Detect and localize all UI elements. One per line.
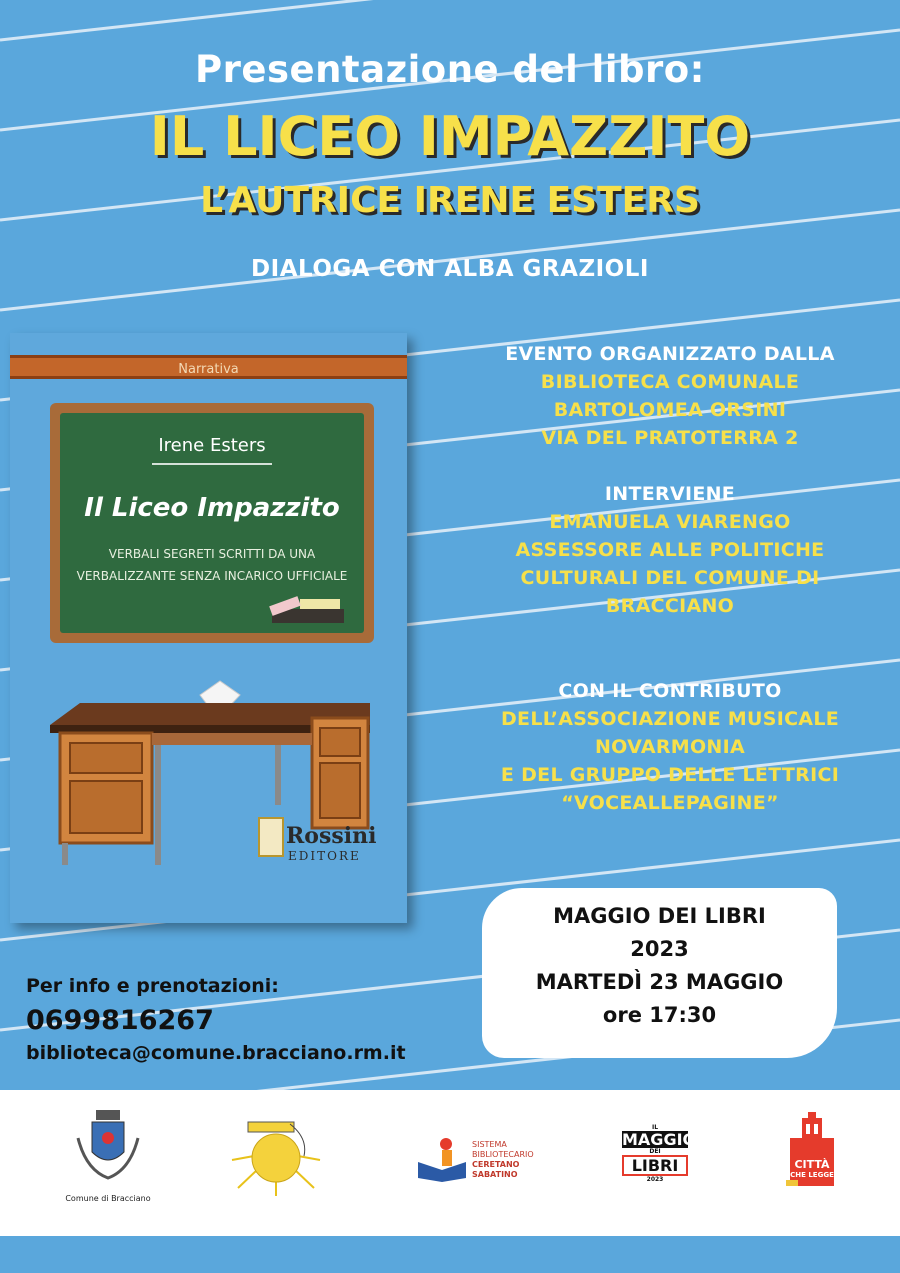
publisher-mark [258, 823, 388, 863]
footer-bottom-band [0, 1236, 900, 1273]
date-line-4: ore 17:30 [602, 1003, 717, 1027]
sistema-bibliotecario-text [472, 1140, 534, 1180]
organizer-label: EVENTO ORGANIZZATO DALLA [505, 343, 835, 365]
contribution-block [470, 677, 870, 817]
chalk-underline [152, 463, 272, 465]
cover-subtitle [60, 543, 364, 587]
organizer-line-3: VIA DEL PRATOTERRA 2 [541, 427, 799, 449]
contact-email[interactable]: biblioteca@comune.bracciano.rm.it [26, 1042, 406, 1064]
contribution-label: CON IL CONTRIBUTO [558, 680, 782, 702]
organizer-line-1: BIBLIOTECA COMUNALE [540, 371, 800, 393]
cover-title: Il Liceo Impazzito [84, 493, 340, 523]
contribution-line-3: E DEL GRUPPO DELLE LETTRICI [500, 764, 840, 786]
organizer-line-2: BARTOLOMEA ORSINI [553, 399, 787, 421]
sistema-line-1: SISTEMA [472, 1140, 507, 1149]
presentation-heading: Presentazione del libro: [195, 48, 705, 91]
author-heading: L’AUTRICE IRENE ESTERS [200, 180, 700, 221]
maggio-logo-line-3: DEI [649, 1148, 661, 1155]
contact-label: Per info e prenotazioni: [26, 975, 279, 997]
chalk-icon [300, 599, 340, 609]
citta-line-2: CHE LEGGE [790, 1171, 834, 1179]
speaker-label: INTERVIENE [604, 483, 736, 505]
genre-band: Narrativa [10, 355, 407, 379]
speaker-line-3: CULTURALI DEL COMUNE DI [520, 567, 820, 589]
cover-subtitle-line-1: VERBALI SEGRETI SCRITTI DA UNA [108, 547, 316, 561]
book-title-heading: IL LICEO IMPAZZITO [149, 105, 751, 168]
contact-phone[interactable]: 0699816267 [26, 1005, 214, 1036]
coat-of-arms-icon [68, 1108, 148, 1186]
dialogue-line: DIALOGA CON ALBA GRAZIOLI [251, 256, 649, 282]
book-cover [10, 333, 407, 923]
publisher-suffix: EDITORE [288, 849, 361, 863]
maggio-logo-line-1: IL [651, 1124, 659, 1131]
speaker-line-4: BRACCIANO [605, 595, 735, 617]
comune-caption: Comune di Bracciano [65, 1194, 151, 1203]
maggio-logo-line-2: MAGGIO [622, 1130, 697, 1149]
event-date [482, 900, 837, 1032]
publisher-name: Rossini [286, 823, 377, 849]
date-line-3: MARTEDÌ 23 MAGGIO [535, 970, 784, 994]
contribution-line-2: NOVARMONIA [594, 736, 746, 758]
citta-che-legge-logo-icon [786, 1112, 838, 1192]
date-line-1: MAGGIO DEI LIBRI [553, 904, 766, 928]
citta-che-legge-text [786, 1160, 838, 1180]
maggio-dei-libri-logo [622, 1124, 697, 1194]
organizer-block [470, 340, 870, 452]
sistema-line-3: CERETANO [472, 1160, 520, 1169]
book-reader-logo-icon [416, 1136, 468, 1182]
contribution-line-4: “VOCEALLEPAGINE” [561, 792, 779, 814]
sistema-line-4: SABATINO [472, 1170, 518, 1179]
maggio-logo-line-4: LIBRI [622, 1155, 688, 1176]
cover-author: Irene Esters [158, 435, 266, 456]
sistema-line-2: BIBLIOTECARIO [472, 1150, 534, 1159]
library-sun-logo-icon [228, 1108, 324, 1196]
contribution-line-1: DELL’ASSOCIAZIONE MUSICALE [500, 708, 840, 730]
chalkboard [50, 403, 374, 643]
speaker-block [470, 480, 870, 620]
citta-line-1: CITTÀ [794, 1158, 830, 1171]
speaker-line-1: EMANUELA VIARENGO [549, 511, 791, 533]
date-line-2: 2023 [630, 937, 689, 961]
comune-logo [58, 1108, 158, 1203]
cover-subtitle-line-2: VERBALIZZANTE SENZA INCARICO UFFICIALE [76, 569, 348, 583]
maggio-logo-year: 2023 [646, 1176, 664, 1183]
speaker-line-2: ASSESSORE ALLE POLITICHE [515, 539, 825, 561]
